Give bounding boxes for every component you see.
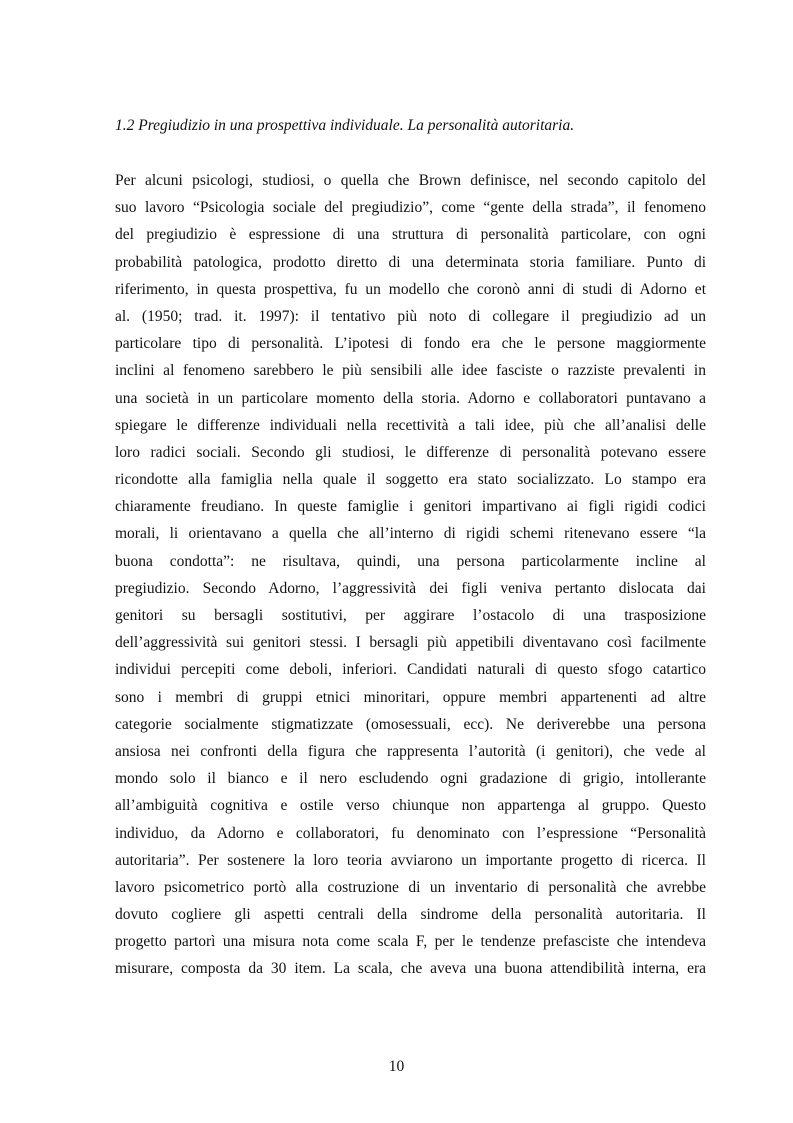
text-line: al. (1950; trad. it. 1997): il tentativo più noto di collegare il pregiudizio ad un bbox=[115, 307, 706, 325]
section-heading: 1.2 Pregiudizio in una prospettiva individuale. La personalità autoritaria. bbox=[115, 117, 575, 134]
text-line: pregiudizio. Secondo Adorno, l’aggressività dei figli veniva pertanto dislocata dai bbox=[115, 579, 706, 597]
page-number: 10 bbox=[388, 1058, 405, 1075]
text-line: loro radici sociali. Secondo gli studiosi, le differenze di personalità potevano essere bbox=[115, 443, 706, 461]
text-line: genitori su bersagli sostitutivi, per aggirare l’ostacolo di una trasposizione bbox=[115, 607, 706, 624]
text-line: individuo, da Adorno e collaboratori, fu denominato con l’espressione “Personalità bbox=[115, 824, 706, 842]
text-line: probabilità patologica, prodotto diretto di una determinata storia familiare. Punto di bbox=[115, 253, 706, 271]
text-line: chiaramente freudiano. In queste famiglie i genitori impartivano ai figli rigidi codici bbox=[115, 498, 706, 516]
text-line: morali, li orientavano a quella che all’interno di rigidi schemi ritenevano essere “la bbox=[115, 525, 706, 543]
text-line: categorie socialmente stigmatizzate (omosessuali, ecc). Ne deriverebbe una persona bbox=[115, 715, 706, 733]
text-line: buona condotta”: ne risultava, quindi, una persona particolarmente incline al bbox=[115, 552, 706, 570]
text-line: progetto partorì una misura nota come scala F, per le tendenze prefasciste che intendeva bbox=[115, 933, 706, 951]
text-line: una società in un particolare momento della storia. Adorno e collaboratori puntavano a bbox=[115, 389, 706, 407]
text-line: individui percepiti come deboli, inferiori. Candidati naturali di questo sfogo catartico bbox=[115, 661, 706, 679]
text-line: ansiosa nei confronti della figura che rappresenta l’autorità (i genitori), che vede al bbox=[115, 742, 706, 760]
body-paragraph bbox=[115, 167, 706, 983]
text-line: spiegare le differenze individuali nella recettività a tali idee, più che all’analisi delle bbox=[115, 416, 706, 434]
text-line: suo lavoro “Psicologia sociale del pregiudizio”, come “gente della strada”, il fenomeno bbox=[115, 199, 706, 217]
text-line: mondo solo il bianco e il nero escludendo ogni gradazione di grigio, intollerante bbox=[115, 770, 706, 788]
text-line: particolare tipo di personalità. L’ipotesi di fondo era che le persone maggiormente bbox=[115, 335, 706, 353]
text-line: Per alcuni psicologi, studiosi, o quella che Brown definisce, nel secondo capitolo del bbox=[115, 172, 706, 189]
text-line: ricondotte alla famiglia nella quale il soggetto era stato socializzato. Lo stampo era bbox=[115, 471, 706, 489]
text-line: del pregiudizio è espressione di una struttura di personalità particolare, con ogni bbox=[115, 226, 706, 244]
text-line: inclini al fenomeno sarebbero le più sensibili alle idee fasciste o razziste prevalenti in bbox=[115, 362, 706, 380]
text-line: misurare, composta da 30 item. La scala, che aveva una buona attendibilità interna, era bbox=[115, 960, 706, 978]
text-line: dell’aggressività sui genitori stessi. I bersagli più appetibili diventavano così facilmente bbox=[115, 634, 706, 652]
text-line: all’ambiguità cognitiva e ostile verso chiunque non appartenga al gruppo. Questo bbox=[115, 797, 706, 815]
text-line: sono i membri di gruppi etnici minoritari, oppure membri appartenenti ad altre bbox=[115, 688, 706, 706]
text-line: lavoro psicometrico portò alla costruzione di un inventario di personalità che avrebbe bbox=[115, 878, 706, 896]
text-line: riferimento, in questa prospettiva, fu un modello che coronò anni di studi di Adorno et bbox=[115, 280, 706, 298]
text-line: dovuto cogliere gli aspetti centrali della sindrome della personalità autoritaria. Il bbox=[115, 906, 706, 924]
text-line: autoritaria”. Per sostenere la loro teoria avviarono un importante progetto di ricerca. Il bbox=[115, 851, 706, 869]
